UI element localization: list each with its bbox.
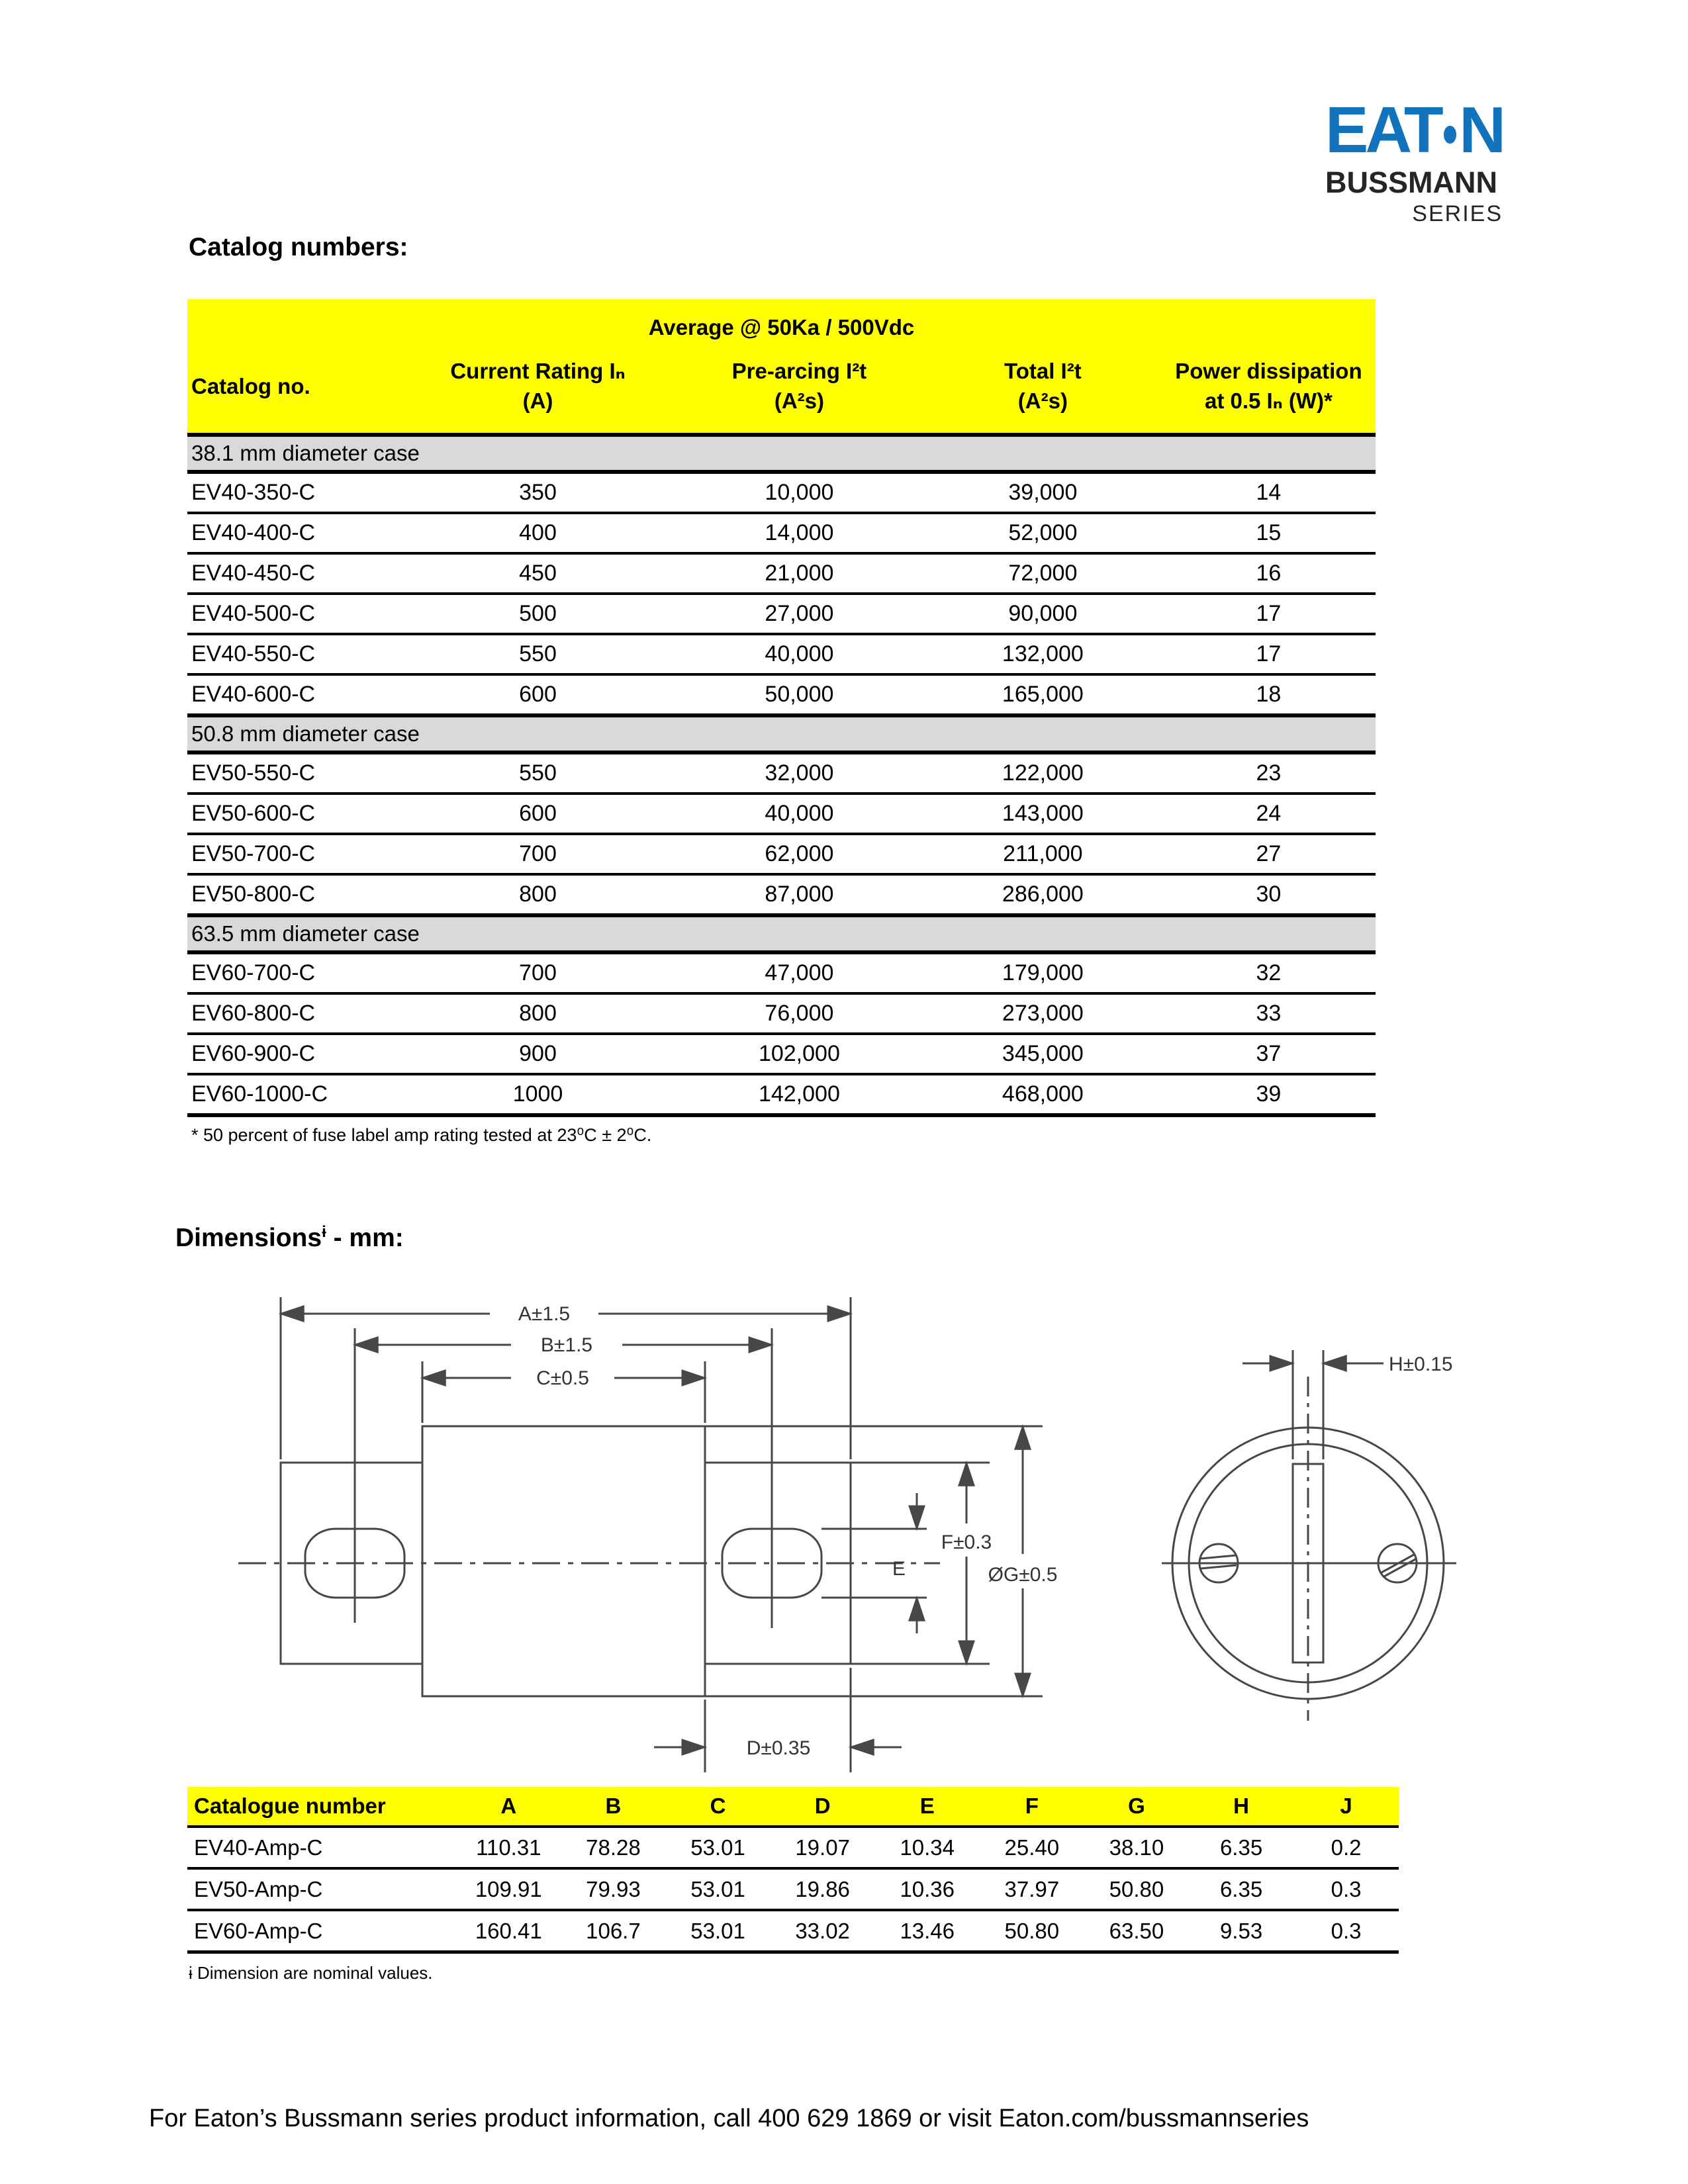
eaton-logo-text-eat: EAT — [1325, 93, 1440, 166]
dimensions-column-header: E — [875, 1787, 980, 1827]
catalog-column-header: Power dissipation at 0.5 Iₙ (W)* — [1162, 340, 1376, 435]
dim-g-label: ØG±0.5 — [988, 1564, 1058, 1586]
catalog-row: EV40-500-C 500 27,000 90,000 17 — [187, 594, 1376, 634]
fuse-body-outline — [422, 1426, 705, 1696]
catalog-numbers-heading: Catalog numbers: — [189, 233, 408, 261]
dimensions-table-header-row — [187, 1787, 1399, 1827]
case-section-row: 50.8 mm diameter case — [187, 715, 1376, 752]
catalog-table-span-header-row — [187, 299, 1376, 340]
catalog-table-header-row — [187, 340, 1376, 435]
fuse-dimension-drawing — [199, 1257, 1688, 1787]
dimensions-table-container — [187, 1787, 1399, 1983]
case-section-row: 38.1 mm diameter case — [187, 435, 1376, 472]
catalog-table-container — [187, 299, 1376, 1146]
catalog-row: EV40-550-C 550 40,000 132,000 17 — [187, 634, 1376, 674]
dimensions-row: EV50-Amp-C 109.91 79.93 53.01 19.86 10.36 37.97 50.80 6.35 0.3 — [187, 1868, 1399, 1910]
case-section-row: 63.5 mm diameter case — [187, 915, 1376, 952]
catalog-table — [187, 299, 1376, 1117]
dim-e-label: E — [892, 1558, 906, 1580]
dim-g — [705, 1426, 1043, 1696]
eaton-logo-dot-icon — [1444, 126, 1456, 144]
dimensions-row: EV40-Amp-C 110.31 78.28 53.01 19.07 10.34 25.40 38.10 6.35 0.2 — [187, 1827, 1399, 1868]
series-wordmark: SERIES — [1412, 201, 1503, 226]
average-conditions-header: Average @ 50Ka / 500Vdc — [187, 299, 1376, 340]
eaton-logo — [1325, 93, 1503, 227]
dimensions-table — [187, 1787, 1399, 1954]
dim-d-label: D±0.35 — [746, 1737, 811, 1759]
fuse-side-view — [238, 1328, 940, 1696]
dimensions-heading-units: - mm: — [326, 1224, 404, 1252]
dimensions-column-header: G — [1084, 1787, 1189, 1827]
catalog-row: EV60-700-C 700 47,000 179,000 32 — [187, 952, 1376, 993]
dim-f — [851, 1463, 990, 1664]
dimensions-column-header: Catalogue number — [187, 1787, 456, 1827]
catalog-row: EV60-800-C 800 76,000 273,000 33 — [187, 993, 1376, 1034]
bussmann-wordmark: BUSSMANN — [1325, 165, 1498, 199]
catalog-column-header: Catalog no. — [187, 340, 401, 435]
dimensions-column-header: B — [561, 1787, 665, 1827]
dimensions-row: EV60-Amp-C 160.41 106.7 53.01 33.02 13.46 50.80 63.50 9.53 0.3 — [187, 1910, 1399, 1952]
catalog-row: EV50-700-C 700 62,000 211,000 27 — [187, 834, 1376, 874]
catalog-row: EV40-400-C 400 14,000 52,000 15 — [187, 513, 1376, 553]
catalog-row: EV60-1000-C 1000 142,000 468,000 39 — [187, 1074, 1376, 1115]
dim-c-label: C±0.5 — [536, 1367, 589, 1389]
catalog-row: EV50-800-C 800 87,000 286,000 30 — [187, 874, 1376, 915]
dim-a-label: A±1.5 — [518, 1303, 571, 1325]
dim-h-label: H±0.15 — [1389, 1353, 1453, 1375]
dimensions-column-header: F — [980, 1787, 1084, 1827]
fuse-end-view — [1162, 1377, 1456, 1721]
catalog-table-footnote: * 50 percent of fuse label amp rating tested at 23⁰C ± 2⁰C. — [191, 1125, 652, 1145]
eaton-wordmark — [1325, 93, 1503, 166]
dimensions-column-header: D — [771, 1787, 875, 1827]
eaton-logo-text-n: N — [1459, 93, 1503, 166]
dim-b-label: B±1.5 — [540, 1334, 593, 1356]
dimensions-column-header: H — [1189, 1787, 1293, 1827]
dimensions-column-header: A — [456, 1787, 561, 1827]
dim-f-label: F±0.3 — [941, 1531, 992, 1553]
dimensions-heading — [175, 1223, 404, 1253]
catalog-column-header: Current Rating Iₙ (A) — [401, 340, 675, 435]
dimensions-column-header: J — [1293, 1787, 1399, 1827]
catalog-row: EV50-550-C 550 32,000 122,000 23 — [187, 752, 1376, 794]
catalog-row: EV40-600-C 600 50,000 165,000 18 — [187, 674, 1376, 715]
dimensions-heading-text: Dimensions — [175, 1224, 322, 1252]
footer-contact-line: For Eaton’s Bussmann series product information, call 400 629 1869 or visit Eaton.com/bussmannseries — [149, 2105, 1309, 2132]
dimensions-heading-footnote-marker: ɨ — [322, 1223, 326, 1241]
catalog-column-header: Pre-arcing I²t (A²s) — [675, 340, 924, 435]
catalog-row: EV50-600-C 600 40,000 143,000 24 — [187, 794, 1376, 834]
dimensions-table-footnote: ɨ Dimension are nominal values. — [189, 1963, 433, 1983]
catalog-row: EV40-450-C 450 21,000 72,000 16 — [187, 553, 1376, 594]
catalog-row: EV40-350-C 350 10,000 39,000 14 — [187, 472, 1376, 513]
dim-h — [1243, 1350, 1383, 1459]
dimensions-column-header: C — [665, 1787, 770, 1827]
catalog-column-header: Total I²t (A²s) — [924, 340, 1162, 435]
catalog-row: EV60-900-C 900 102,000 345,000 37 — [187, 1034, 1376, 1074]
